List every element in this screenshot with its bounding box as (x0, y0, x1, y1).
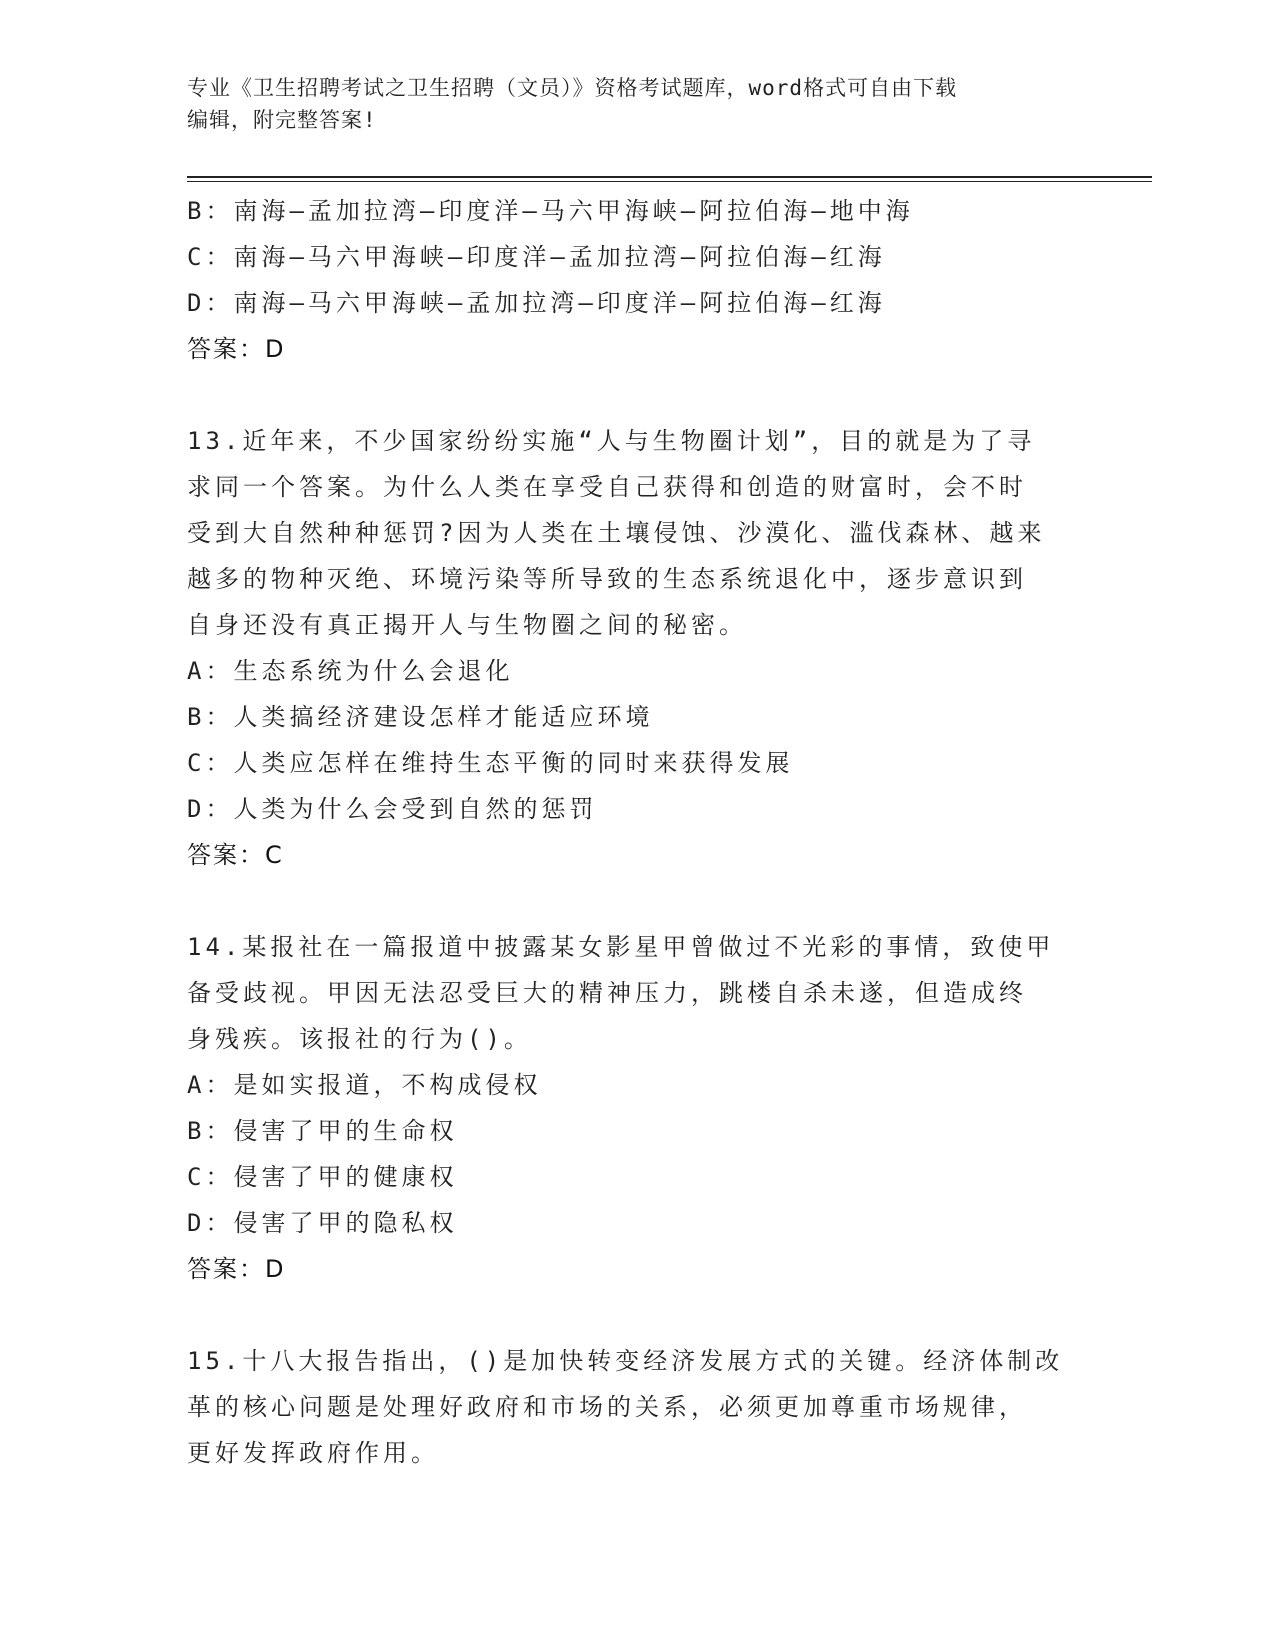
option-b: B：人类搞经济建设怎样才能适应环境 (187, 703, 654, 731)
spacer (187, 878, 1067, 924)
spacer (187, 1292, 1067, 1338)
answer: 答案：D (187, 335, 286, 363)
question-15 (187, 1338, 1067, 1476)
question-14 (187, 924, 1067, 1292)
option-b: B：侵害了甲的生命权 (187, 1117, 458, 1145)
stem-line: 14.某报社在一篇报道中披露某女影星甲曾做过不光彩的事情，致使甲 (187, 933, 1055, 961)
header-line-1: 专业《卫生招聘考试之卫生招聘（文员）》资格考试题库，word格式可自由下载 (187, 76, 958, 100)
spacer (187, 372, 1067, 418)
header-line-2: 编辑，附完整答案! (187, 108, 377, 132)
stem-line: 越多的物种灭绝、环境污染等所导致的生态系统退化中，逐步意识到 (187, 565, 1027, 593)
option-d: D：南海—马六甲海峡—孟加拉湾—印度洋—阿拉伯海—红海 (187, 289, 886, 317)
question-stem (187, 1338, 1067, 1476)
question-list (187, 188, 1067, 1476)
option-c: C：侵害了甲的健康权 (187, 1163, 458, 1191)
question-13 (187, 418, 1067, 878)
stem-line: 革的核心问题是处理好政府和市场的关系，必须更加尊重市场规律， (187, 1393, 1027, 1421)
option-d: D：侵害了甲的隐私权 (187, 1209, 458, 1237)
stem-line: 15.十八大报告指出，()是加快转变经济发展方式的关键。经济体制改 (187, 1347, 1064, 1375)
stem-line: 受到大自然种种惩罚?因为人类在土壤侵蚀、沙漠化、滥伐森林、越来 (187, 519, 1046, 547)
stem-line: 更好发挥政府作用。 (187, 1439, 439, 1467)
stem-line: 身残疾。该报社的行为()。 (187, 1025, 532, 1053)
option-d: D：人类为什么会受到自然的惩罚 (187, 795, 598, 823)
answer: 答案：C (187, 841, 284, 869)
stem-line: 自身还没有真正揭开人与生物圈之间的秘密。 (187, 611, 747, 639)
stem-line: 13.近年来，不少国家纷纷实施“人与生物圈计划”，目的就是为了寻 (187, 427, 1036, 455)
answer: 答案：D (187, 1255, 286, 1283)
page-header (187, 72, 1067, 136)
option-a: A：是如实报道，不构成侵权 (187, 1071, 542, 1099)
header-divider (187, 176, 1152, 182)
question-12 (187, 188, 1067, 372)
option-b: B：南海—孟加拉湾—印度洋—马六甲海峡—阿拉伯海—地中海 (187, 197, 914, 225)
stem-line: 求同一个答案。为什么人类在享受自己获得和创造的财富时，会不时 (187, 473, 1027, 501)
question-stem (187, 418, 1067, 648)
stem-line: 备受歧视。甲因无法忍受巨大的精神压力，跳楼自杀未遂，但造成终 (187, 979, 1027, 1007)
question-stem (187, 924, 1067, 1062)
option-c: C：人类应怎样在维持生态平衡的同时来获得发展 (187, 749, 794, 777)
option-c: C：南海—马六甲海峡—印度洋—孟加拉湾—阿拉伯海—红海 (187, 243, 886, 271)
option-a: A：生态系统为什么会退化 (187, 657, 514, 685)
